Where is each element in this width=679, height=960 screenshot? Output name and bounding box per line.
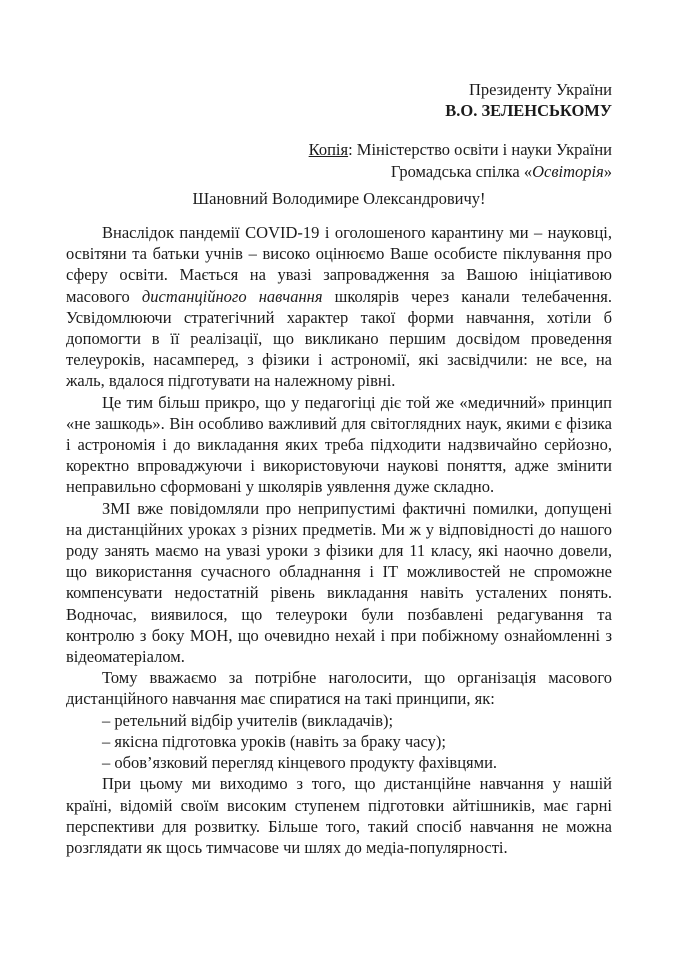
principle-item-teachers: – ретельний відбір учителів (викладачів); <box>102 710 394 730</box>
principle-item-preparation: – якісна підготовка уроків (навіть за браку часу); <box>102 731 446 751</box>
copy-ministry-text: : Міністерство освіти і науки України <box>348 140 612 160</box>
org-suffix: » <box>603 161 612 181</box>
paragraph-pandemic-seg3: школярів через канали телебачення. Усвідомлюючи стратегічний характер такої форми навчання, хотіли б допомогти в її реалізації, що викликано першим досвідом проведення телеуроків, насамперед, з фізики і астрономії, які засвідчили: не все, на жаль, вдалося підготувати на належному рівні. <box>66 286 612 391</box>
greeting: Шановний Володимире Олександровичу! <box>192 188 486 208</box>
copy-label: Копія <box>308 140 349 160</box>
paragraph-media-errors: ЗМІ вже повідомляли про неприпустимі фактичні помилки, допущені на дистанційних уроках з різних предметів. Ми ж у відповідності до нашого роду занять маємо на увазі уроки з фізики для 11 класу, які наочно довели, що використання сучасного обладнання і ІТ можливостей не спроможне компенсувати недостатній рівень викладання навіть усталених понять. Водночас, виявилося, що телеуроки були позбавлені редагування та контролю з боку МОН, що очевидно нехай і при побіжному ознайомленні з відеоматеріалом. <box>66 498 612 667</box>
recipient-title: Президенту України <box>468 80 612 99</box>
paragraph-pandemic-seg1: Внаслідок пандемії COVID-19 і оголошеного карантину ми – науковці, освітяни та батьки учнів – високо оцінюємо Ваше особисте піклування про сферу освіти. Мається на увазі запровадження за Вашою ініціативою масового <box>66 223 612 306</box>
copy-line-organization <box>66 161 612 182</box>
paragraph-pandemic <box>66 222 612 392</box>
copy-block <box>66 139 612 181</box>
paragraph-prospects: При цьому ми виходимо з того, що дистанційне навчання у нашій країні, відомій своїм високим ступенем підготовки айтішників, має гарні перспективи для розвитку. Більше того, такий спосіб навчання не можна розглядати як щось тимчасове чи шлях до медіа-популярності. <box>66 774 612 857</box>
org-name: Освіторія <box>532 161 604 181</box>
paragraph-pandemic-distance-learning-italic: дистанційного навчання <box>141 286 323 306</box>
paragraph-pedagogy-principle: Це тим більш прикро, що у педагогіці діє той же «медичний» принцип «не зашкодь». Він особливо важливий для світоглядних наук, якими є фізика і астрономія і до викладання яких треба підходити надзвичайно серйозно, коректно впроваджуючи і використовуючи наукові поняття, адже змінити неправильно сформовані у школярів уявлення дуже складно. <box>66 392 612 497</box>
org-prefix: Громадська спілка « <box>390 161 533 181</box>
copy-line-ministry <box>66 139 612 160</box>
principle-item-review: – обов’язковий перегляд кінцевого продукту фахівцями. <box>102 753 498 773</box>
recipient-name: В.О. ЗЕЛЕНСЬКОМУ <box>445 101 612 121</box>
recipient-block <box>66 79 612 121</box>
paragraph-principles-intro: Тому вважаємо за потрібне наголосити, що організація масового дистанційного навчання має спиратися на такі принципи, як: <box>66 668 612 709</box>
